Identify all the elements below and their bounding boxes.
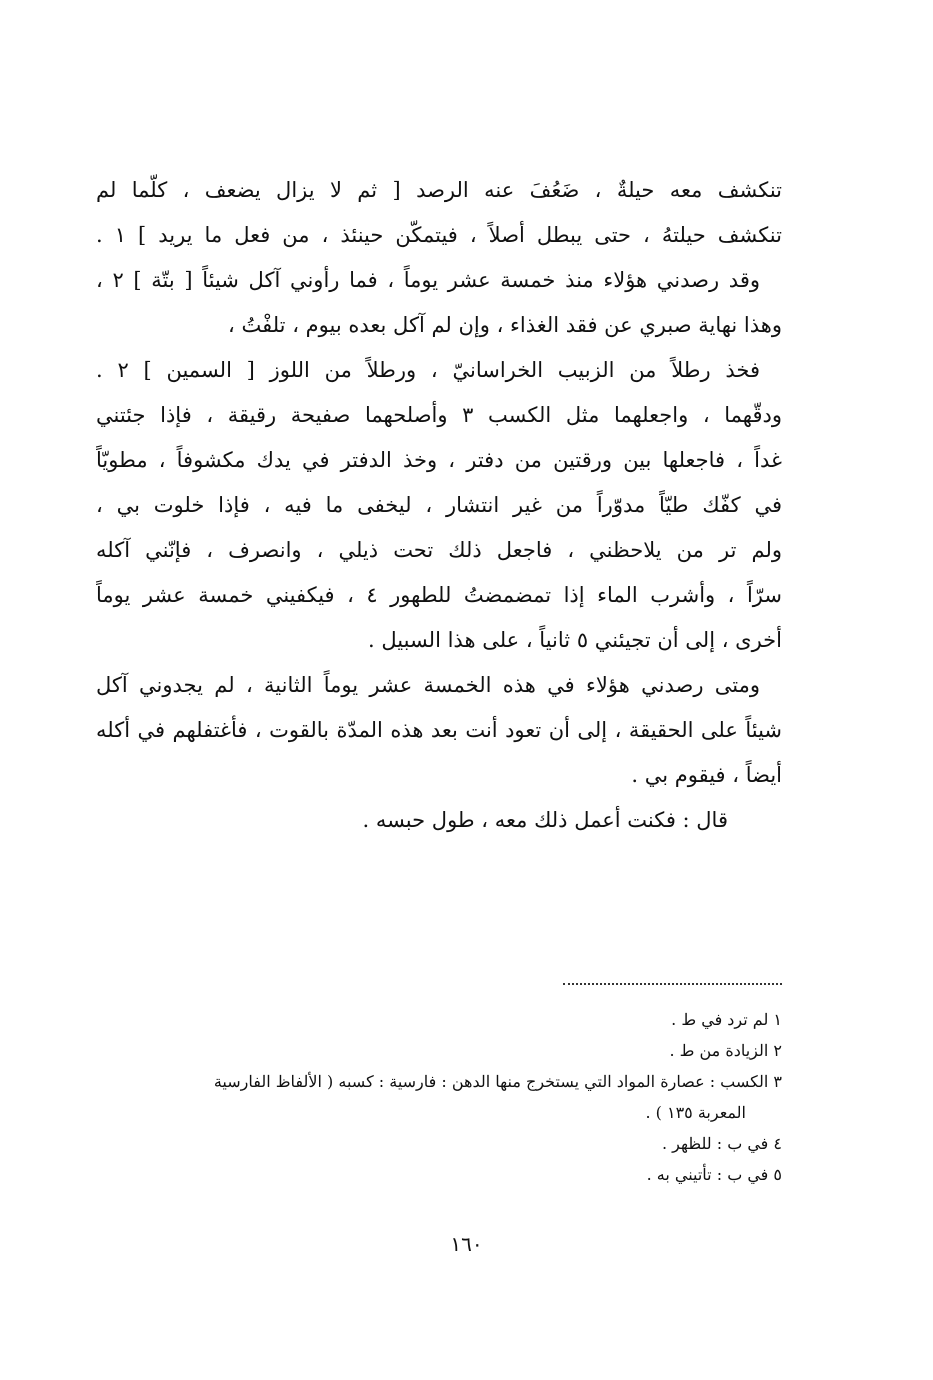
text-line: فخذ رطلاً من الزبيب الخراسانيّ ، ورطلاً من اللوز [ السمين ] ٢ . (96, 358, 760, 382)
text-line: سرّاً ، وأشرب الماء إذا تمضمضتُ للطهور ٤ ، فيكفيني خمسة عشر يوماً (96, 583, 782, 607)
main-text (96, 168, 782, 843)
text-line: قال : فكنت أعمل ذلك معه ، طول حبسه . (362, 808, 728, 832)
text-line: ومتى رصدني هؤلاء في هذه الخمسة عشر يوماً الثانية ، لم يجدوني آكل (96, 673, 760, 697)
text-line: أخرى ، إلى أن تجيئني ٥ ثانياً ، على هذا السبيل . (368, 628, 782, 652)
text-line: أيضاً ، فيقوم بي . (631, 763, 782, 787)
page-number: ١٦٠ (450, 1232, 483, 1256)
text-line: ولم تر من يلاحظني ، فاجعل ذلك تحت ذيلي ، وانصرف ، فإنّني آكله (96, 538, 782, 562)
text-line: تنكشف معه حيلةٌ ، ضَعُفَ عنه الرصد [ ثم لا يزال يضعف ، كلّما لم (96, 178, 782, 202)
footnote-divider (563, 983, 782, 985)
text-line: تنكشف حيلتهُ ، حتى يبطل أصلاً ، فيتمكّن حينئذ ، من فعل ما يريد ] ١ . (96, 223, 782, 247)
footnote-item: ٣ الكسب : عصارة المواد التي يستخرج منها الدهن : فارسية : كسبه ( الألفاظ الفارسية (213, 1072, 782, 1091)
text-line: في كفّك طيّاً مدوّراً من غير انتشار ، ليخفى ما فيه ، فإذا خلوت بي ، (96, 493, 782, 517)
text-line: وقد رصدني هؤلاء منذ خمسة عشر يوماً ، فما رأوني آكل شيئاً [ بتّة ] ٢ ، (96, 268, 761, 292)
footnote-item: ٢ الزيادة من ط . (669, 1041, 782, 1060)
footnote-item-continuation: المعربة ١٣٥ ) . (645, 1103, 746, 1122)
text-line: ودقّهما ، واجعلهما مثل الكسب ٣ وأصلحهما صفيحة رقيقة ، فإذا جئتني (96, 403, 782, 427)
text-line: غداً ، فاجعلها بين ورقتين من دفتر ، وخذ الدفتر في يدك مكشوفاً ، مطويّاً (96, 448, 782, 472)
text-line: شيئاً على الحقيقة ، إلى أن تعود أنت بعد هذه المدّة بالقوت ، فأغتفلهم في أكله (96, 718, 782, 742)
footnote-item: ٤ في ب : للظهر . (661, 1134, 782, 1153)
footnote-item: ٥ في ب : تأتيني به . (646, 1165, 782, 1184)
text-line: وهذا نهاية صبري عن فقد الغذاء ، وإن لم آكل بعده بيوم ، تلفْتُ ، (228, 313, 782, 337)
footnotes (104, 1004, 782, 1190)
footnote-item: ١ لم ترد في ط . (671, 1010, 782, 1029)
